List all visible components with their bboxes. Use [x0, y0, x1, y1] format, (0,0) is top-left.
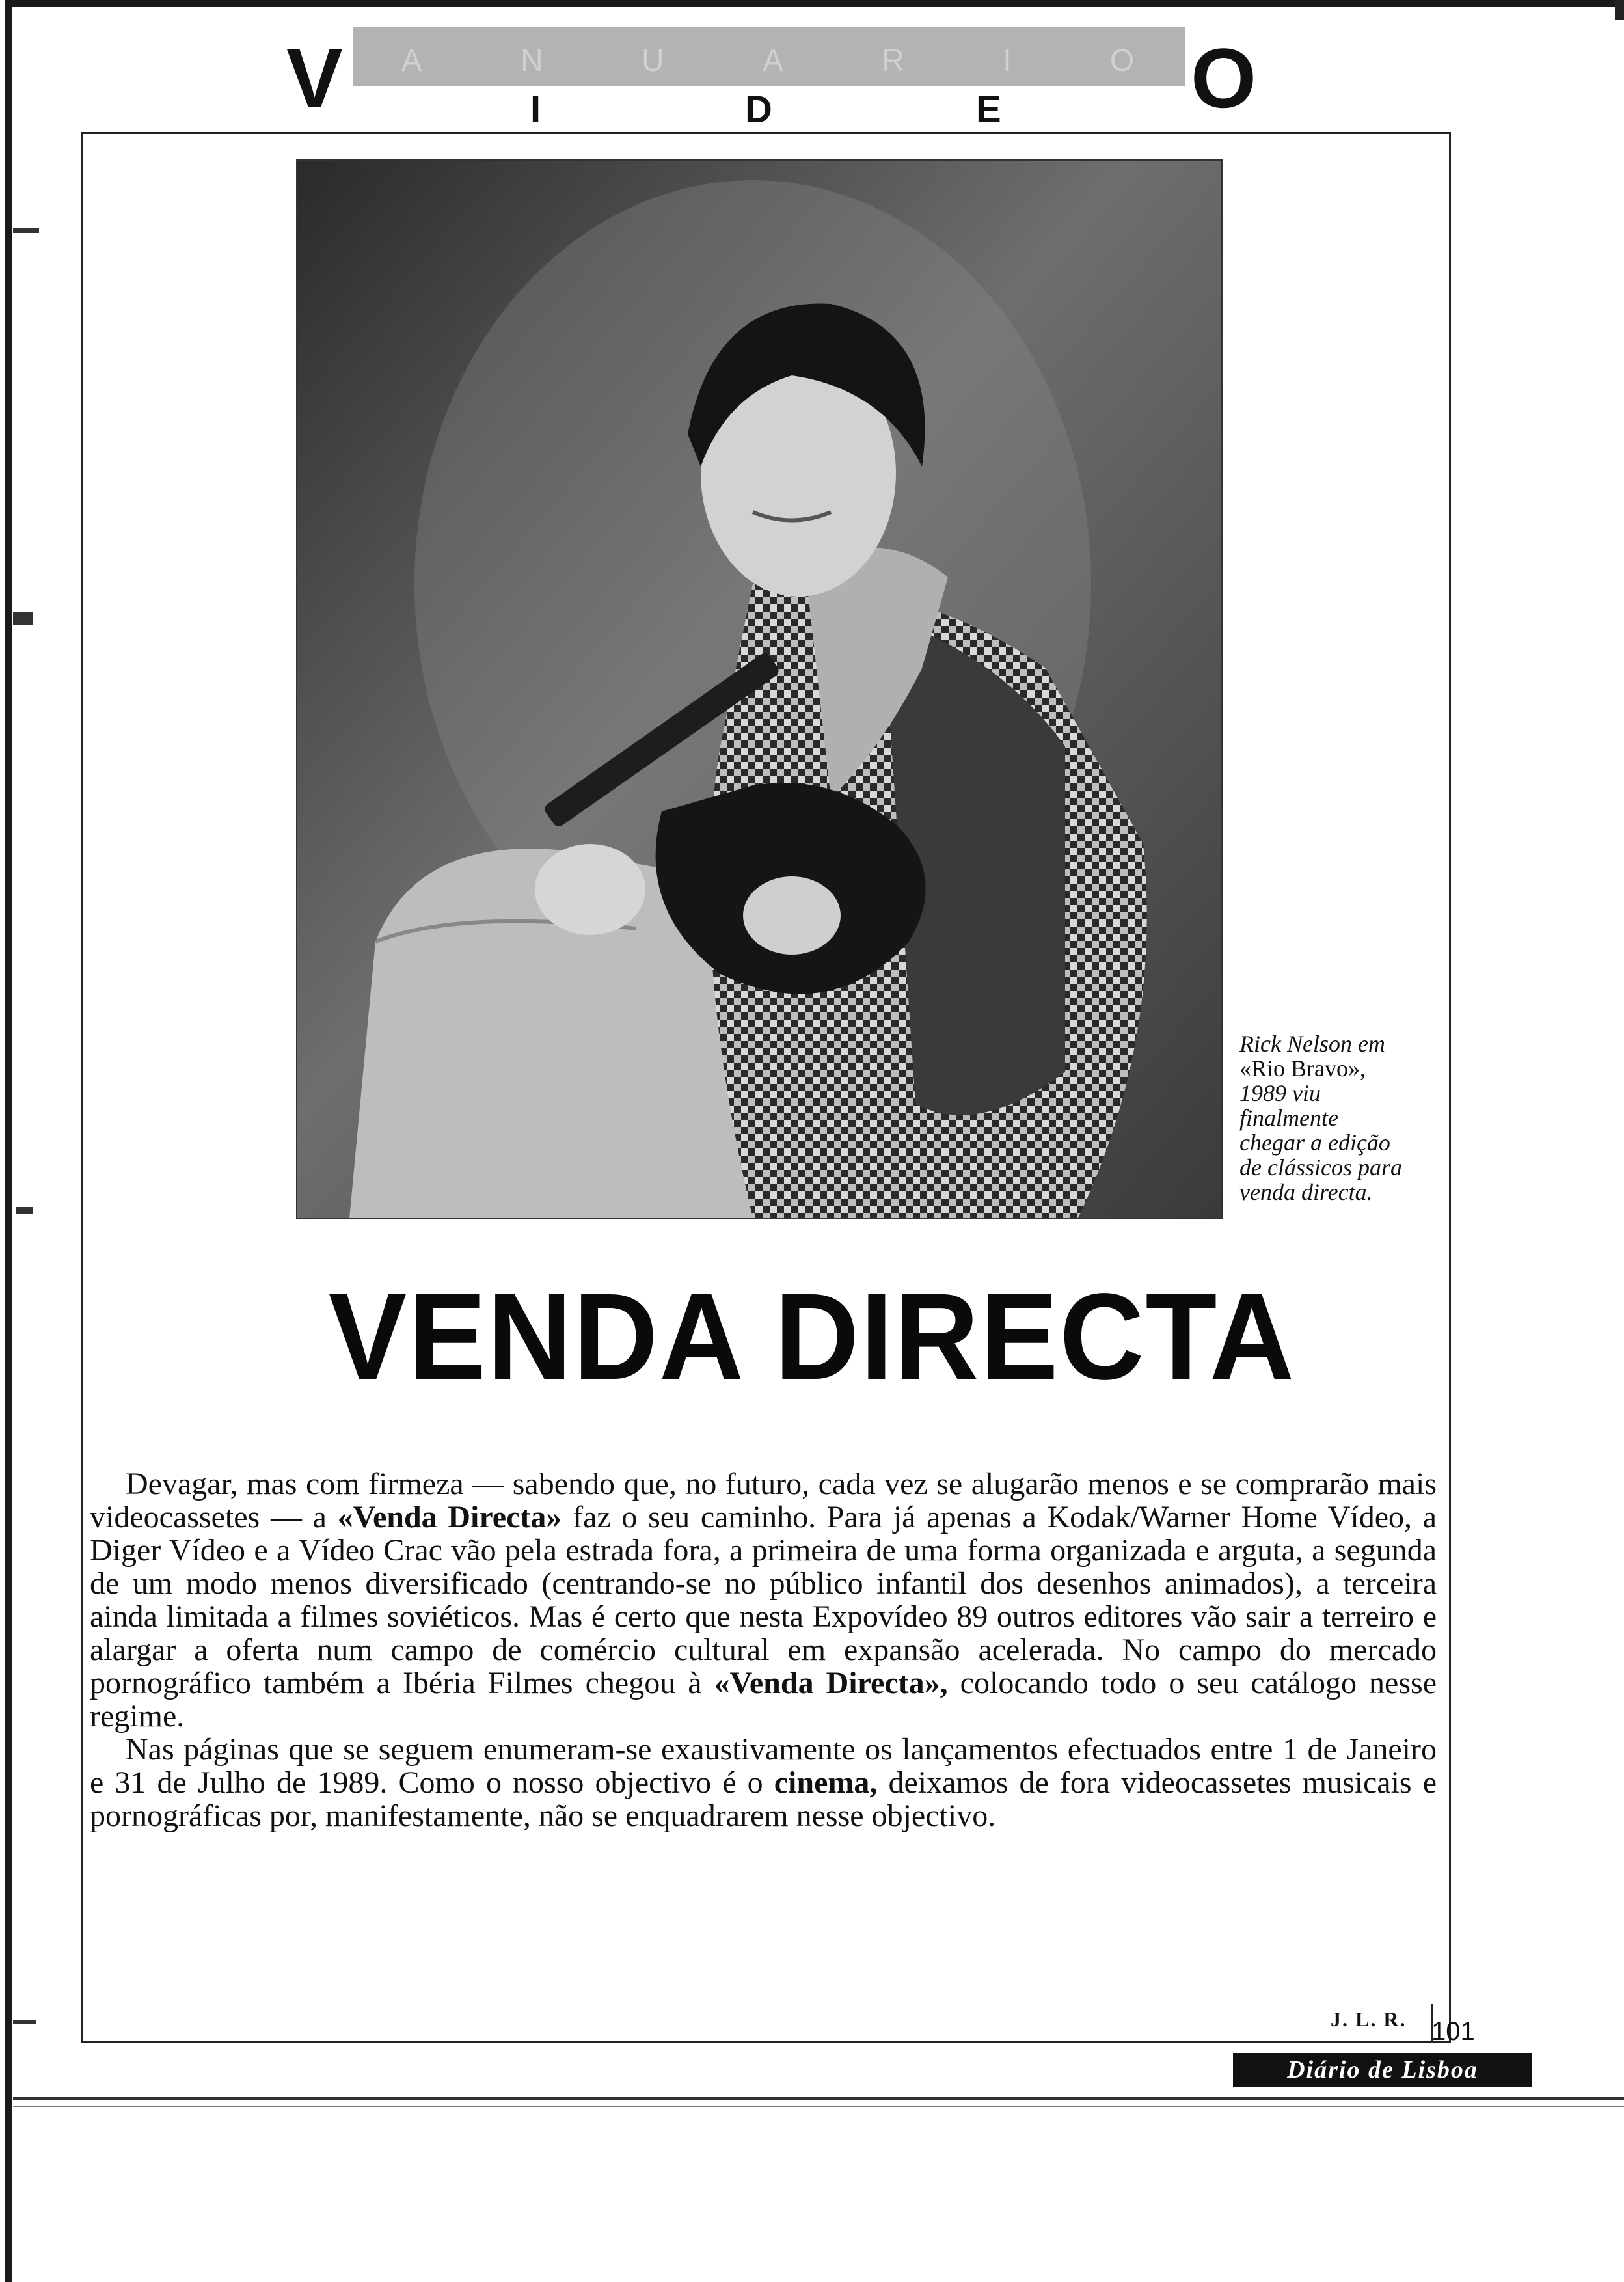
caption-line: Rick Nelson em: [1239, 1031, 1385, 1057]
paragraph-2: [90, 1733, 1437, 1832]
section-letter-d: D: [745, 88, 772, 131]
text-run: Nas páginas que se seguem enumeram-se exaustivamente os lançamentos efectuados entre 1 de Janeiro e 31 de Julho de 1989. Como o nosso objectivo é o: [90, 1732, 1437, 1800]
bottom-rule-thin: [13, 2106, 1624, 2107]
photo-caption: [1239, 1031, 1448, 1204]
caption-line: de clássicos para: [1239, 1154, 1402, 1180]
left-binding-rule: [5, 0, 12, 2282]
scan-mark: [16, 1207, 33, 1214]
band-letter: U: [641, 43, 667, 78]
section-letter-o: O: [1191, 31, 1257, 126]
page-number: 101: [1431, 2017, 1475, 2046]
text-run: Devagar, mas com firmeza — sabendo que, no futuro, cada vez se alugarão menos e se comprarão mais videocassetes — a: [90, 1467, 1437, 1534]
bottom-rule: [13, 2097, 1624, 2100]
band-letter: R: [882, 43, 907, 78]
article-body: [90, 1467, 1437, 1832]
caption-line: «Rio Bravo»,: [1239, 1055, 1366, 1081]
caption-line: 1989 viu: [1239, 1080, 1321, 1106]
text-run-bold: «Venda Directa»,: [714, 1666, 948, 1700]
text-run: faz o seu caminho. Para já apenas a Kodak/Warner Home Vídeo, a Diger Vídeo e a Vídeo Crac vão pela estrada fora, a primeira de uma forma organizada e arguta, a segunda de um modo menos diversificado (centrando-se no público infantil dos desenhos animados), a terceira ainda limitada a filmes soviéticos. Mas é certo que nesta Expovídeo 89 outros editores vão sair a terreiro e alargar a oferta num campo de comércio cultural em expansão acelerada. No campo do mercado pornográfico também a Ibéria Filmes chegou à: [90, 1500, 1437, 1700]
section-letter-i: I: [530, 88, 541, 131]
rick-nelson-photo: [296, 159, 1223, 1219]
text-run-bold: cinema,: [774, 1765, 878, 1800]
band-letter: I: [1003, 43, 1014, 78]
article-headline: VENDA DIRECTA: [328, 1268, 1296, 1406]
band-letter: A: [762, 43, 786, 78]
paragraph-1: [90, 1467, 1437, 1733]
band-letter: N: [520, 43, 546, 78]
top-binding-rule: [7, 0, 1624, 7]
caption-line: finalmente: [1239, 1105, 1338, 1131]
corner-scan-mark: [1615, 0, 1624, 20]
band-letter: A: [401, 43, 425, 78]
text-run: deixamos de fora videocassetes musicais e pornográficas por, manifestamente, não se enquadrarem nesse objectivo.: [90, 1765, 1437, 1833]
text-run: colocando todo o seu catálogo nesse regime.: [90, 1666, 1437, 1733]
text-run-bold: «Venda Directa»: [337, 1500, 562, 1534]
section-letter-e: E: [976, 88, 1001, 131]
scan-mark: [13, 612, 33, 625]
scan-mark: [13, 228, 39, 233]
author-initials: J. L. R.: [1331, 2007, 1407, 2031]
band-letter: O: [1109, 43, 1137, 78]
caption-line: chegar a edição: [1239, 1130, 1390, 1156]
section-letter-v: V: [286, 31, 343, 126]
caption-line: venda directa.: [1239, 1179, 1373, 1205]
anuario-letters: [353, 31, 1185, 90]
scan-mark: [13, 2020, 36, 2024]
publication-banner: Diário de Lisboa: [1233, 2053, 1532, 2087]
